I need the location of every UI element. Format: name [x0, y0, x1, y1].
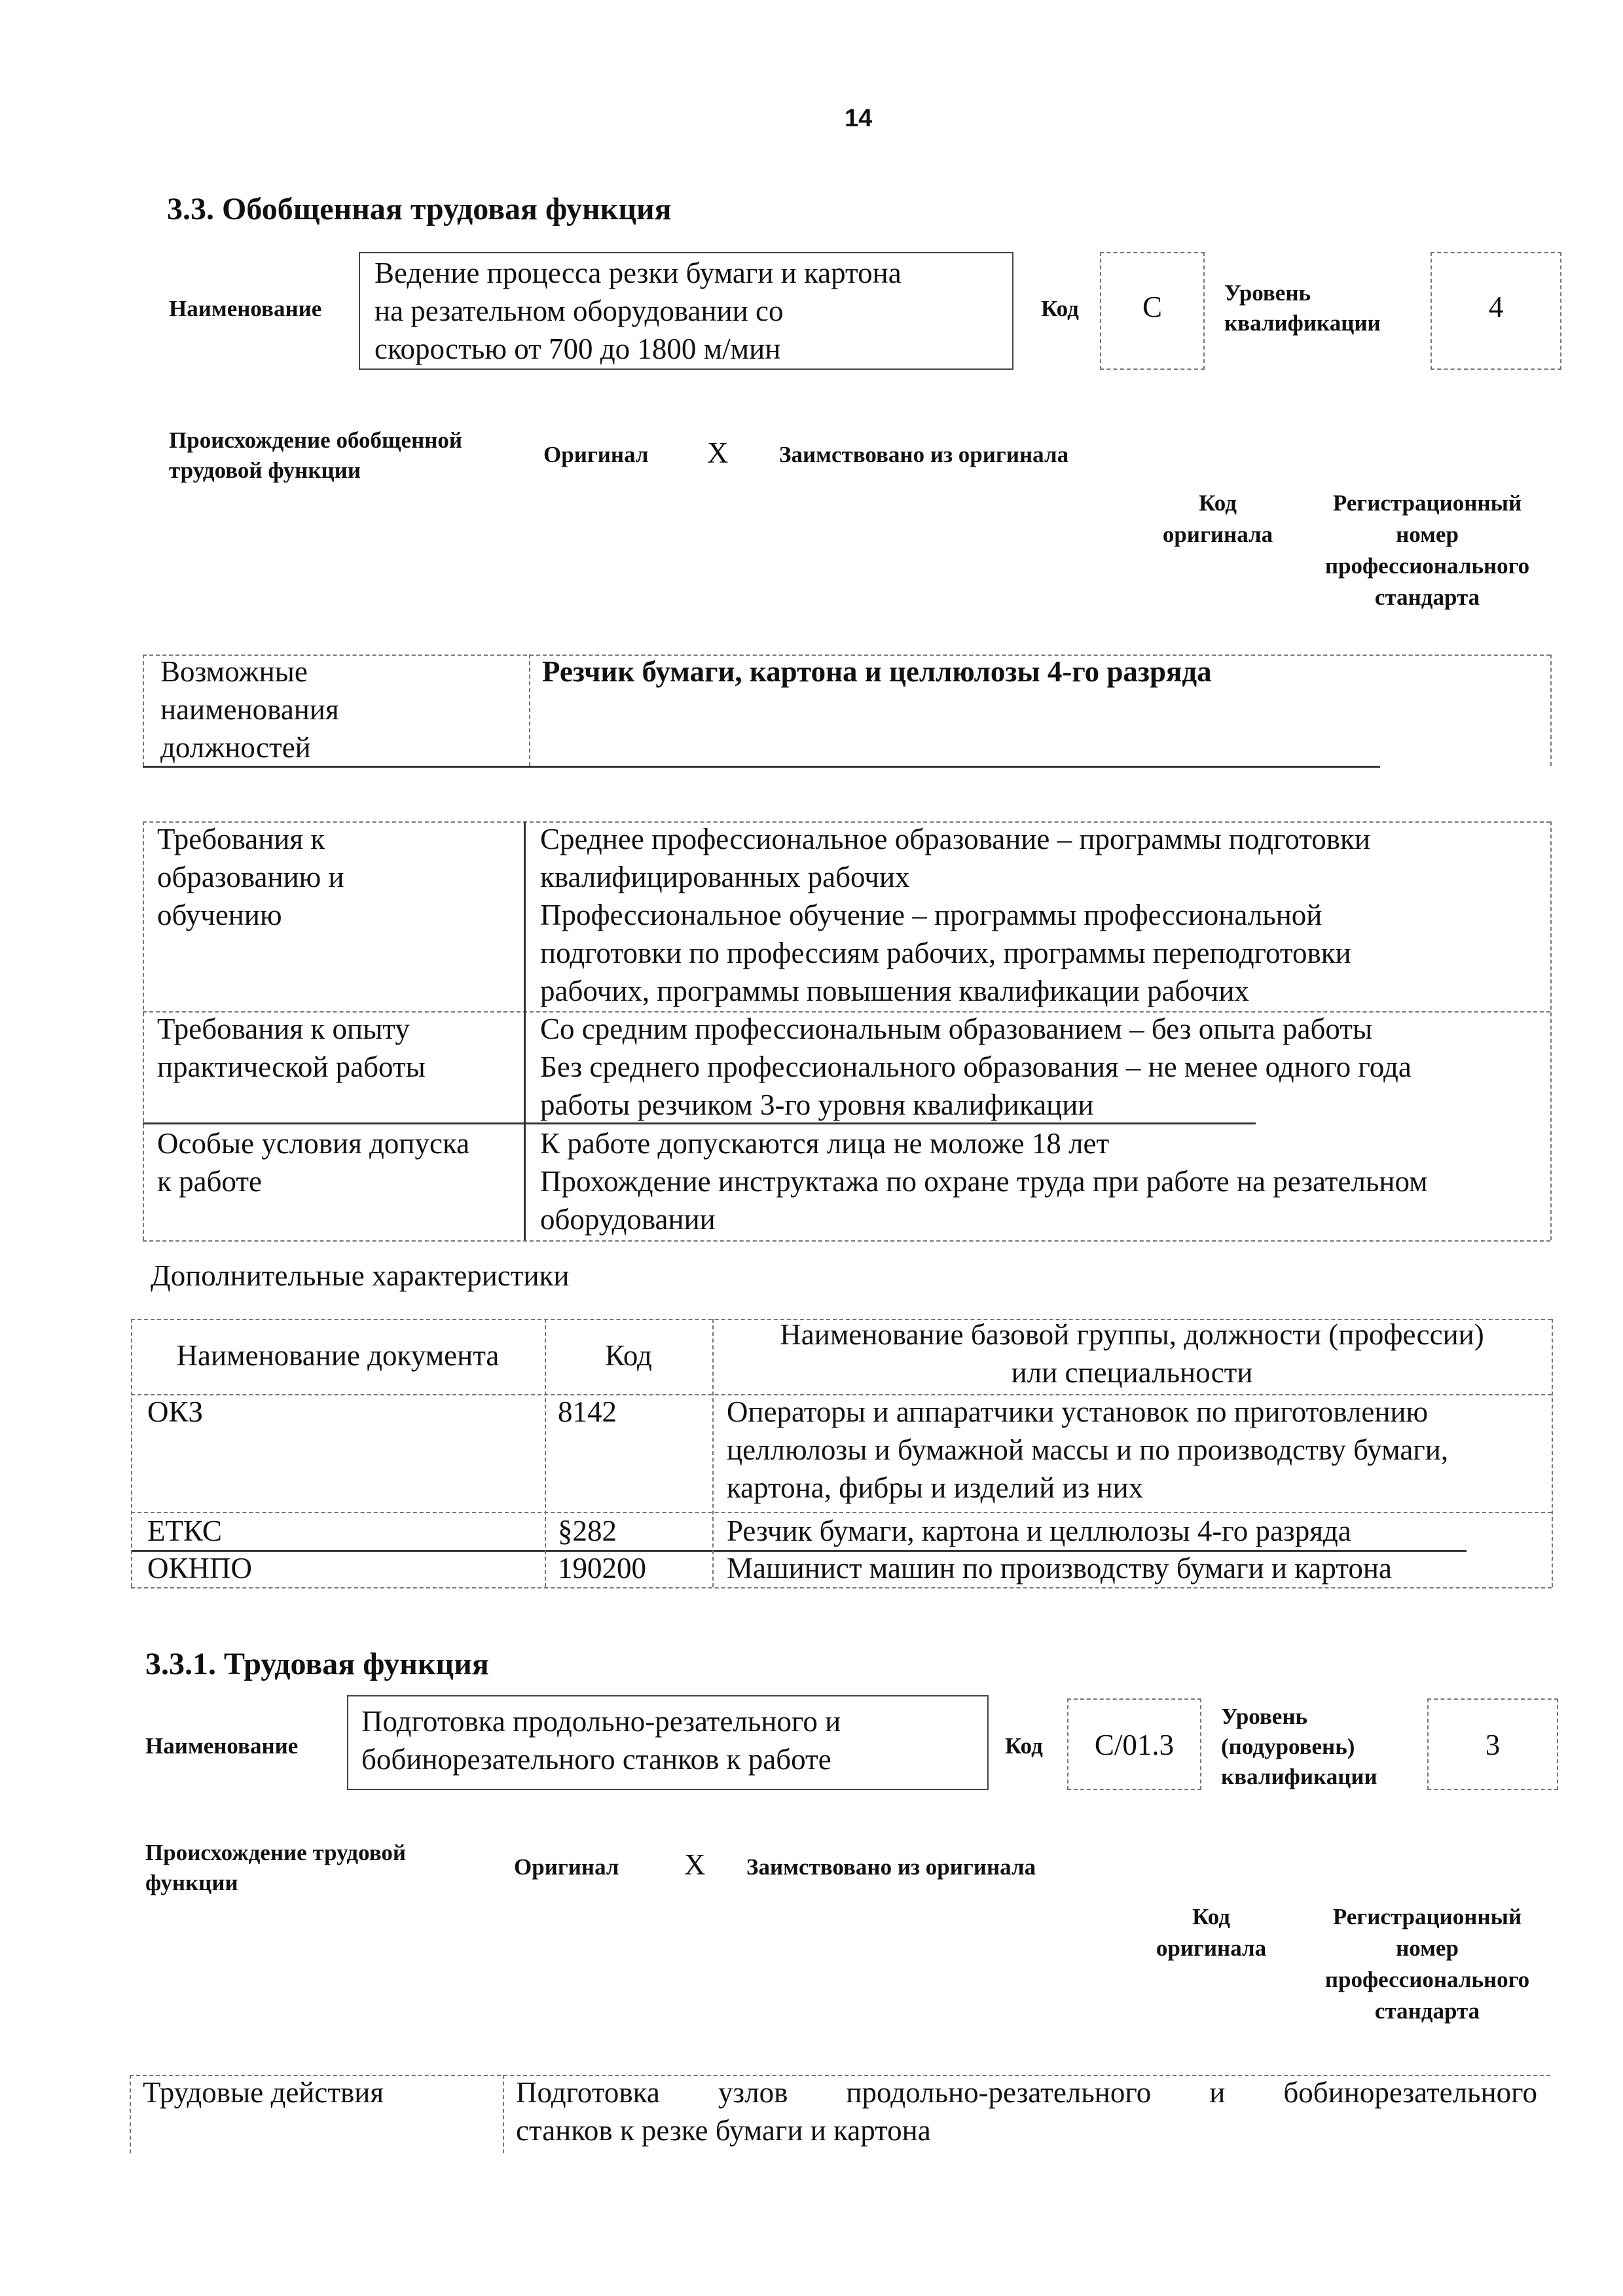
s2-code-value: С/01.3 — [1094, 1729, 1175, 1761]
positions-label: Возможные наименования должностей — [160, 655, 339, 764]
s2-level-label: Уровень (подуровень) квалификации — [1221, 1704, 1377, 1789]
code-value: С — [1142, 291, 1162, 323]
original-mark: X — [707, 437, 729, 469]
req-experience-label: Требования к опыту практической работы — [157, 1013, 426, 1083]
row-etks-doc: ЕТКС — [147, 1515, 222, 1547]
origin-label: Происхождение обобщенной трудовой функции — [169, 427, 463, 483]
s2-origin-label: Происхождение трудовой функции — [145, 1840, 407, 1895]
original-label: Оригинал — [543, 442, 649, 467]
header-group-name: Наименование базовой группы, должности (профессии) или специальности — [780, 1318, 1484, 1389]
req-experience-value: Со средним профессиональным образованием – без опыта работы Без среднего профессионального образования – не менее одного года работы резчиком 3-го уровня квалификации — [540, 1013, 1412, 1121]
row-etks-name: Резчик бумаги, картона и целлюлозы 4-го разряда — [727, 1515, 1351, 1547]
name-label: Наименование — [169, 296, 322, 321]
s2-code-label: Код — [1005, 1733, 1043, 1759]
s2-name-label: Наименование — [145, 1733, 299, 1759]
row-etks-code: §282 — [558, 1515, 617, 1547]
section2-title: 3.3.1. Трудовая функция — [145, 1647, 489, 1681]
level-value: 4 — [1488, 291, 1504, 323]
labor-actions-label: Трудовые действия — [143, 2076, 384, 2109]
row-oknpo-doc: ОКНПО — [147, 1552, 253, 1585]
name-value: Ведение процесса резки бумаги и картона на резательном оборудовании со скоростью от 700 до 1800 м/мин — [374, 257, 902, 365]
s2-borrowed-label: Заимствовано из оригинала — [746, 1854, 1036, 1880]
section-title: 3.3. Обобщенная трудовая функция — [167, 192, 672, 226]
header-code: Код — [605, 1339, 652, 1372]
reg-number-caption: Регистрационный номер профессионального стандарта — [1324, 490, 1530, 610]
req-conditions-label: Особые условия допуска к работе — [157, 1127, 470, 1198]
code-label: Код — [1041, 296, 1079, 321]
s2-original-mark: X — [684, 1848, 706, 1881]
positions-value: Резчик бумаги, картона и целлюлозы 4-го разряда — [542, 655, 1212, 688]
req-education-value: Среднее профессиональное образование – программы подготовки квалифицированных рабочих Профессиональное обучение – программы профессиональной подготовки по профессиям рабочих, программы переподготовки рабочих, программы повышения квалификации рабочих — [540, 823, 1370, 1007]
row-oknpo-name: Машинист машин по производству бумаги и картона — [727, 1552, 1392, 1585]
header-document: Наименование документа — [176, 1339, 500, 1372]
level-label: Уровень квалификации — [1224, 280, 1381, 336]
labor-actions-value: Подготовка узлов продольно-резательного и бобинорезательного станков к резке бумаги и картона — [516, 2076, 1537, 2147]
original-code-caption: Код оригинала — [1162, 490, 1273, 547]
s2-level-value: 3 — [1485, 1729, 1501, 1761]
row-okz-doc: ОКЗ — [147, 1395, 204, 1428]
additional-title: Дополнительные характеристики — [151, 1259, 570, 1292]
s2-reg-number-caption: Регистрационный номер профессионального стандарта — [1324, 1904, 1530, 2024]
page-number: 14 — [845, 105, 873, 132]
row-okz-code: 8142 — [558, 1395, 617, 1428]
row-okz-name: Операторы и аппаратчики установок по приготовлению целлюлозы и бумажной массы и по производству бумаги, картона, фибры и изделий из них — [727, 1395, 1449, 1504]
borrowed-label: Заимствовано из оригинала — [779, 442, 1069, 467]
req-conditions-value: К работе допускаются лица не моложе 18 лет Прохождение инструктажа по охране труда при работе на резательном оборудовании — [540, 1127, 1428, 1236]
s2-original-code-caption: Код оригинала — [1156, 1904, 1267, 1961]
s2-original-label: Оригинал — [514, 1854, 619, 1880]
s2-name-value: Подготовка продольно-резательного и бобинорезательного станков к работе — [361, 1705, 841, 1776]
req-education-label: Требования к образованию и обучению — [157, 823, 344, 931]
row-oknpo-code: 190200 — [558, 1552, 646, 1585]
